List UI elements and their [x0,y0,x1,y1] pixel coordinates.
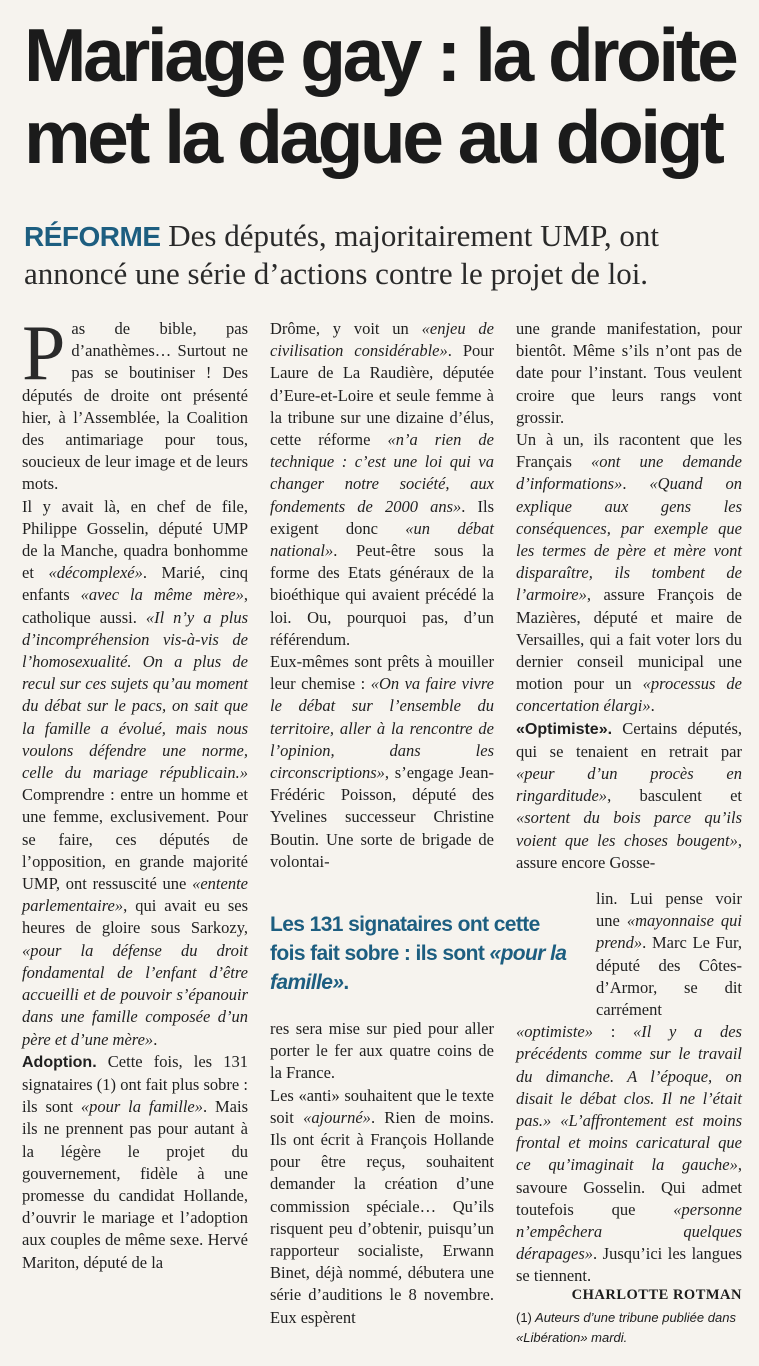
text-run: Cette fois, les 131 signataires (1) ont fait plus sobre : ils sont [22,1051,248,1117]
paragraph-optimiste [516,718,742,874]
text-run: Certains députés, qui se tenaient en retrait par [516,718,742,761]
quote-run: «personne n’empêchera quelques dérapages» [516,1199,742,1264]
text-run: , assure François de Mazières, député et maire de Versailles, qui a fait voter lors du dernier conseil municipal une motion pour un [516,585,742,694]
paragraph-adoption [22,1051,248,1274]
paragraph-le-fur [516,1021,742,1287]
text-run: . Marié, cinq enfants [22,563,248,605]
text-run: . Marc Le Fur, député des Côtes-d’Armor, se dit carrément [596,933,742,1020]
text-run: . Mais ils ne prennent pas pour autant à la légère le projet du gouvernement, fidèle à une promesse du candidat Hollande, d’ouvrir le mariage et l’adoption aux couples de même sexe. Hervé Mariton, député de la [22,1097,248,1272]
quote-run: «Il n’y a plus d’incompréhension vis-à-vis de l’homosexualité. On a plus de recul sur ces sujets qu’au moment du débat sur le pacs, on sait que la famille a évolué, mais nous voulons défendre une norme, celle du mariage républicain.» [22,607,248,783]
headline-line-2: met la dague au doigt [24,95,722,179]
text-run: . Pour Laure de La Raudière, députée d’Eure-et-Loire et seule femme à la tribune sur une dizaine d’élus, cette réforme [270,341,494,450]
text-run: , s’engage Jean-Frédéric Poisson, député des Yvelines successeur Christine Boutin. Une sorte de brigade de volontai- [270,763,494,871]
text-run: . [650,696,655,716]
text-run: : [593,1022,633,1042]
text-run: Il y avait là, en chef de file, Philippe Gosselin, député UMP de la Manche, quadra bonhomme et [22,496,248,583]
text-run: Les 131 signataires ont cette fois fait sobre : ils sont [270,913,540,965]
deck-text: Des députés, majoritairement UMP, ont annoncé une série d’actions contre le projet de loi. [24,218,659,291]
text-run: Comprendre : entre un homme et une femme, exclusivement. Pour se faire, ces députés de l’opposition, en grande majorité UMP, ont ressuscité une [22,785,248,894]
paragraph-intro [22,309,248,496]
paragraph-anti [270,1085,494,1329]
footnote-number: (1) [516,1310,532,1325]
column-3 [516,318,742,874]
deck [24,217,739,292]
quote-run: «décomplexé» [48,563,143,583]
headline [24,14,739,178]
quote-run: «un débat national» [270,518,494,561]
quote-run: «pour la famille» [80,1097,203,1117]
text-run [551,1111,560,1130]
text-run: as de bible, pas d’anathèmes… Surtout ne pas se boutiniser ! Des députés de droite ont présenté hier, à l’Assemblée, la Coalition des antimariage pour tous, soucieux de leur image et de leurs mots. [22,319,248,494]
quote-run: «Quand on explique aux gens les conséquences, par exemple que les termes de père et mère vont disparaître, ils tombent de l’armoire» [516,474,743,605]
quote-run: «Il y a des précédents comme sur le travail du dimanche. A l’époque, on disait le débat clos. Il ne l’était pas.» [516,1022,742,1131]
footnote [516,1308,742,1348]
column-3-continued [516,888,742,1288]
column-1 [22,309,248,1274]
quote-run: «ont une demande d’informations» [516,452,742,494]
text-run: Eux-mêmes sont prêts à mouiller leur chemise : [270,652,494,694]
quote-run: «L’affrontement est moins frontal et moins caricatural que ce qu’imaginait la gauche» [516,1111,742,1175]
paragraph-mariton [270,318,494,651]
paragraph-mazieres [516,429,742,718]
paragraph-gosselin [22,496,248,1051]
quote-run: «ajourné» [303,1107,371,1127]
text-run: lin. Lui pense voir une [596,889,742,931]
footnote-text: Auteurs d’une tribune publiée dans «Libération» mardi. [516,1310,736,1345]
text-run: , catholique aussi. [22,585,248,627]
quote-run: «enjeu de civilisation considérable» [270,319,494,361]
paragraph-poisson [270,651,494,873]
text-run: . Ils exigent donc [270,496,494,538]
quote-run: «mayonnaise qui prend» [596,911,743,953]
text-run: . [153,1029,158,1049]
quote-run: «entente parlementaire» [22,874,248,916]
paragraph-manifestation [516,318,742,429]
text-run: Les «anti» souhaitent que le texte soit [270,1085,494,1127]
text-run: . Peut-être sous la forme des Etats généraux de la bioéthique qui avaient précédé la loi. Ou, pourquoi pas, d’un référendum. [270,541,494,649]
paragraph-mayonnaise [516,888,742,1021]
text-run: . [343,971,349,994]
quote-run: «On va faire vivre le débat sur l’ensemble du territoire, aller à la rencontre de l’opinion, dans les circonscriptions» [270,674,495,783]
quote-run: «pour la défense du droit fondamental de l’enfant d’être accueilli et de pouvoir s’épanouir dans une famille composée d’un père et d’une mère» [22,940,248,1049]
section-lead: «Optimiste». [516,720,613,738]
column-2-continued [270,1018,494,1329]
quote-run: «pour la famille» [270,942,567,994]
section-lead: Adoption. [22,1053,97,1071]
quote-run: «avec la même mère» [80,585,244,605]
text-run: , qui avait eu ses heures de gloire sous Sarkozy, [22,896,248,938]
text-run: Un à un, ils racontent que les Français [516,430,742,472]
drop-cap: P [22,309,66,396]
rubric-label: RÉFORME [24,221,161,252]
text-run: une grande manifestation, pour bientôt. Même s’ils n’ont pas de date pour l’instant. Tous veulent croire que leurs rangs vont grossir. [516,319,742,427]
byline: CHARLOTTE ROTMAN [571,1287,742,1303]
quote-run: «processus de concertation élargi» [516,674,742,716]
quote-run: «sortent du bois parce qu’ils voient que les choses bougent» [516,808,742,850]
headline-line-1: Mariage gay : la droite [24,13,736,97]
quote-run: «optimiste» [516,1022,593,1042]
text-run: res sera mise sur pied pour aller porter le fer aux quatre coins de la France. [270,1019,494,1083]
text-run: , savoure Gosselin. Qui admet toutefois que [516,1155,742,1219]
text-run: Drôme, y voit un [270,319,422,338]
quote-run: «n’a rien de technique : c’est une loi qui va changer notre société, aux fondements de 2000 ans» [270,430,494,516]
quote-run: «peur d’un procès en ringarditude» [516,764,742,806]
text-run: , assure encore Gosse- [516,830,742,872]
column-2 [270,318,494,873]
text-run: , basculent et [607,786,742,806]
paragraph-brigade [270,1018,494,1085]
text-run: . Rien de moins. Ils ont écrit à François Hollande pour être reçus, souhaitent demander la création d’une commission spéciale… Qu’ils risquent peu d’obtenir, puisqu’un rapporteur socialiste, Erwann Binet, déjà nommé, débutera une série d’auditions le 8 novembre. Eux espèrent [270,1107,495,1327]
text-run: . Jusqu’ici les langues se tiennent. [516,1244,742,1286]
text-run: . [622,474,650,494]
